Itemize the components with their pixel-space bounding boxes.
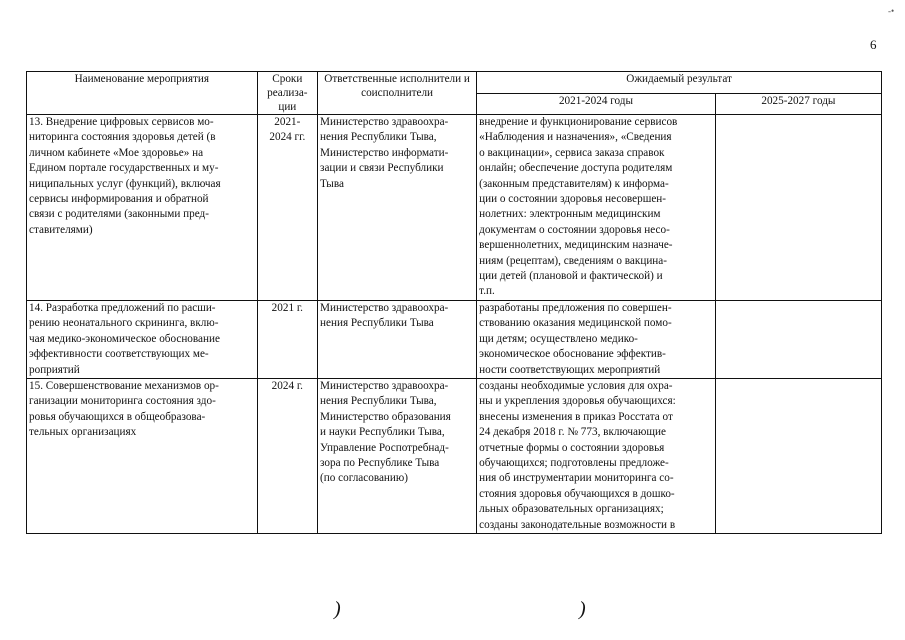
header-activity-name: Наименование мероприятия <box>27 72 258 115</box>
table-row <box>27 378 882 533</box>
table-row <box>27 300 882 378</box>
header-expected-result: Ожидаемый результат <box>477 72 882 94</box>
scan-mark-right: ) <box>579 598 586 620</box>
activity-name-cell: 14. Разработка предложений по расши- рению неонатального скрининга, вклю- чая медико-экономическое обоснование эффективности соответствующих ме- роприятий <box>27 300 258 378</box>
result-2021-2024-cell: созданы необходимые условия для охра- ны и укрепления здоровья обучающихся: внесены изменения в приказ Росстата от 24 декабря 2018 г. № 773, включающие отчетные формы о состоянии здоровья обучающихся; подготовлены предложе- ния об инструментарии мониторинга со- стояния здоровья обучающихся в дошко- льных образовательных организациях; созданы законодательные возможности в <box>477 378 716 533</box>
activity-name-cell: 15. Совершенствование механизмов ор- ганизации мониторинга состояния здо- ровья обучающихся в общеобразова- тельных организациях <box>27 378 258 533</box>
responsible-cell: Министерство здравоохра- нения Республики Тыва, Министерство образования и науки Республики Тыва, Управление Роспотребнад- зора по Республике Тыва (по согласованию) <box>318 378 477 533</box>
responsible-cell: Министерство здравоохра- нения Республики Тыва <box>318 300 477 378</box>
corner-mark: -• <box>888 6 895 16</box>
result-2025-2027-cell <box>715 378 881 533</box>
header-years-2025-2027: 2025-2027 годы <box>715 93 881 115</box>
header-term: Сроки реализа-ции <box>257 72 317 115</box>
term-cell: 2021 г. <box>257 300 317 378</box>
header-responsible: Ответственные исполнители и соисполнители <box>318 72 477 115</box>
activities-table <box>26 71 882 534</box>
result-2025-2027-cell <box>715 115 881 301</box>
scan-mark-left: ) <box>334 598 341 620</box>
header-years-2021-2024: 2021-2024 годы <box>477 93 716 115</box>
term-cell: 2021- 2024 гг. <box>257 115 317 301</box>
result-2021-2024-cell: внедрение и функционирование сервисов «Наблюдения и назначения», «Сведения о вакцинации», сервиса заказа справок онлайн; обеспечение доступа родителям (законным представителям) к информа- ции о состоянии здоровья несовершен- нолетних: электронным медицинским документам о состоянии здоровья несо- вершеннолетних, медицинским назначе- ниям (рецептам), сведениям о вакцина- ции детей (плановой и фактической) и т.п. <box>477 115 716 301</box>
page-number: 6 <box>870 37 877 52</box>
activity-name-cell: 13. Внедрение цифровых сервисов мо- ниторинга состояния здоровья детей (в личном кабинете «Мое здоровье» на Едином портале государственных и му- ниципальных услуг (функций), включая сервисы информирования и обратной связи с родителями (законными пред- ставителями) <box>27 115 258 301</box>
table-header <box>27 72 882 115</box>
result-2025-2027-cell <box>715 300 881 378</box>
term-cell: 2024 г. <box>257 378 317 533</box>
table-row <box>27 115 882 301</box>
result-2021-2024-cell: разработаны предложения по совершен- ствованию оказания медицинской помо- щи детям; осуществлено медико- экономическое обоснование эффектив- ности соответствующих мероприятий <box>477 300 716 378</box>
responsible-cell: Министерство здравоохра- нения Республики Тыва, Министерство информати- зации и связи Республики Тыва <box>318 115 477 301</box>
